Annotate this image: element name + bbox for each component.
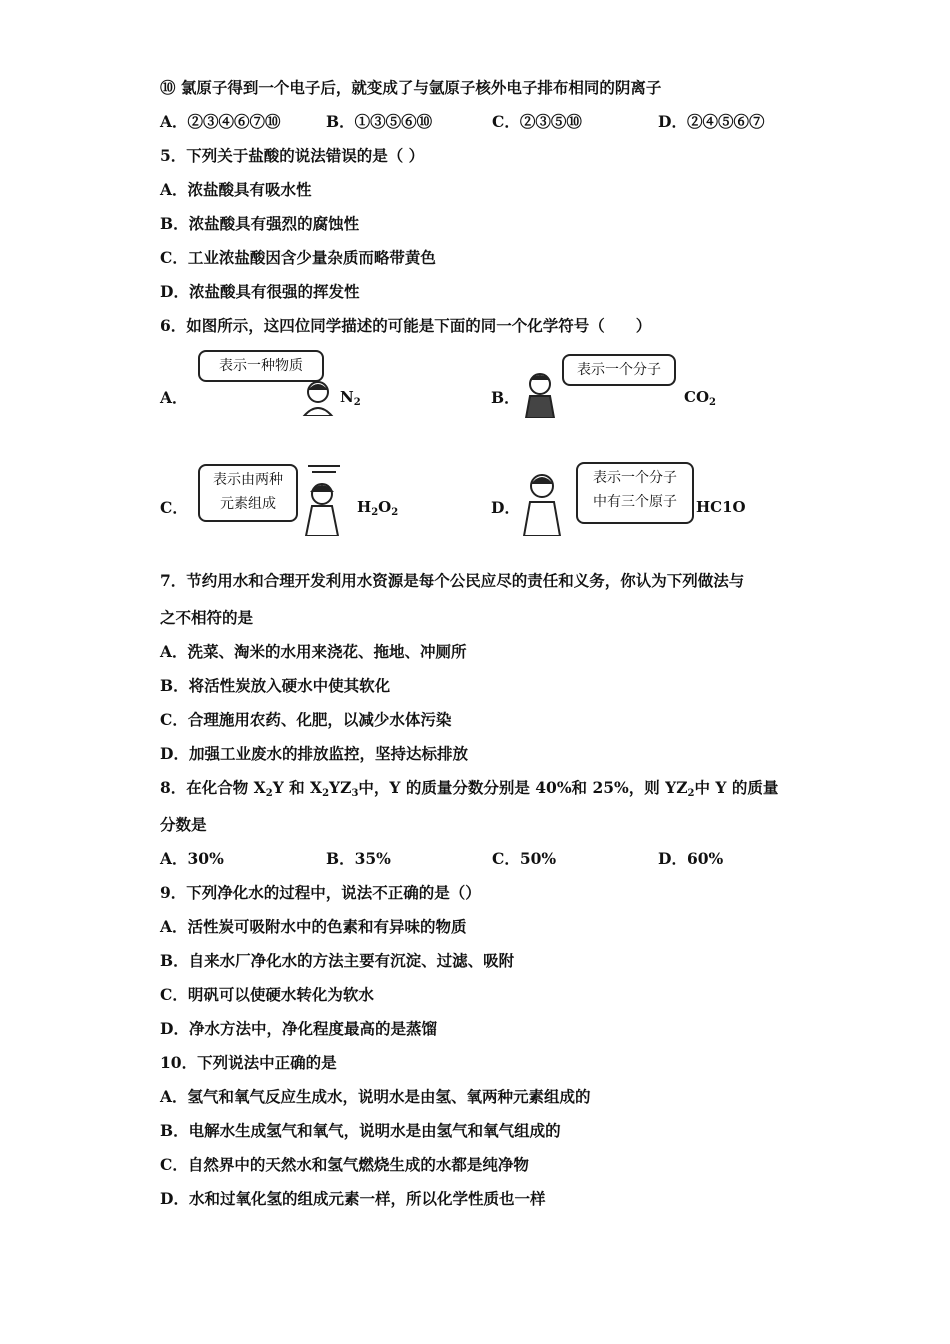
- statement-10: ⑩ 氯原子得到一个电子后，就变成了与氩原子核外电子排布相同的阴离子: [160, 78, 662, 97]
- q6-option-d-label[interactable]: D．: [491, 498, 520, 517]
- top-option-c[interactable]: C．②③⑤⑩: [492, 112, 582, 131]
- student-b-icon: [520, 370, 560, 418]
- top-option-b[interactable]: B．①③⑤⑥⑩: [326, 112, 433, 131]
- q5-option-d[interactable]: D．浓盐酸具有很强的挥发性: [160, 282, 360, 301]
- q7-option-a[interactable]: A．洗菜、淘米的水用来浇花、拖地、冲厕所: [160, 642, 467, 661]
- q8-stem-mid-2: YZ: [329, 778, 352, 797]
- q8-option-c[interactable]: C．50%: [492, 849, 557, 868]
- q5-option-b[interactable]: B．浓盐酸具有强烈的腐蚀性: [160, 214, 360, 233]
- q6-a-speech-bubble: 表示一种物质: [198, 350, 324, 382]
- q6-formula-a: [340, 388, 361, 408]
- q6-b-speech-bubble: 表示一个分子: [562, 354, 676, 386]
- formula-b-main: CO: [684, 388, 710, 406]
- q5-stem: 5．下列关于盐酸的说法错误的是（ ）: [160, 146, 425, 165]
- q7-option-b[interactable]: B．将活性炭放入硬水中使其软化: [160, 676, 391, 695]
- c-bubble-line-2: 元素组成: [220, 496, 276, 512]
- top-option-d[interactable]: D．②④⑤⑥⑦: [658, 112, 765, 131]
- q10-stem: 10．下列说法中正确的是: [160, 1053, 337, 1072]
- q8-option-b[interactable]: B．35%: [326, 849, 391, 868]
- q7-option-d[interactable]: D．加强工业废水的排放监控，坚持达标排放: [160, 744, 468, 763]
- q8-option-a[interactable]: A．30%: [160, 849, 224, 868]
- q8-stem-pre: 8．在化合物 X: [160, 778, 266, 797]
- q9-stem: 9．下列净化水的过程中，说法不正确的是（）: [160, 883, 481, 902]
- q7-stem-line-2: 之不相符的是: [160, 608, 254, 627]
- q5-option-a[interactable]: A．浓盐酸具有吸水性: [160, 180, 312, 199]
- student-d-icon: [520, 470, 566, 536]
- q8-stem-end: 中 Y 的质量: [694, 778, 779, 797]
- formula-c-h: H: [357, 498, 372, 516]
- q8-sub-2: 2: [322, 788, 330, 799]
- q6-formula-d: HC1O: [696, 498, 746, 516]
- q6-d-speech-bubble: [576, 462, 694, 524]
- q8-stem-mid-3: 中，Y 的质量分数分别是 40%和 25%，则 YZ: [358, 778, 688, 797]
- formula-c-sub1: 2: [371, 507, 379, 518]
- c-bubble-line-1: 表示由两种: [213, 472, 283, 488]
- d-bubble-line-2: 中有三个原子: [593, 494, 677, 510]
- q9-option-a[interactable]: A．活性炭可吸附水中的色素和有异味的物质: [160, 917, 467, 936]
- d-bubble-line-1: 表示一个分子: [593, 470, 677, 486]
- q10-option-b[interactable]: B．电解水生成氢气和氧气，说明水是由氢气和氧气组成的: [160, 1121, 561, 1140]
- student-c-icon: [300, 462, 350, 536]
- q6-c-speech-bubble: [198, 464, 298, 522]
- q8-stem-line-1: [160, 778, 778, 804]
- q6-formula-c: [357, 498, 398, 518]
- q10-option-a[interactable]: A．氢气和氧气反应生成水，说明水是由氢、氧两种元素组成的: [160, 1087, 591, 1106]
- q8-sub-1: 2: [265, 788, 273, 799]
- q6-stem: 6．如图所示，这四位同学描述的可能是下面的同一个化学符号（ ）: [160, 316, 652, 335]
- formula-b-sub: 2: [709, 397, 716, 408]
- q9-option-d[interactable]: D．净水方法中，净化程度最高的是蒸馏: [160, 1019, 437, 1038]
- q8-option-d[interactable]: D．60%: [658, 849, 724, 868]
- top-option-a[interactable]: A．②③④⑥⑦⑩: [160, 112, 281, 131]
- q6-option-b-label[interactable]: B．: [491, 388, 520, 407]
- formula-c-sub2: 2: [391, 507, 399, 518]
- q5-option-c[interactable]: C．工业浓盐酸因含少量杂质而略带黄色: [160, 248, 436, 267]
- q7-option-c[interactable]: C．合理施用农药、化肥，以减少水体污染: [160, 710, 452, 729]
- q8-sub-3: 3: [351, 788, 359, 799]
- q6-option-a-label[interactable]: A．: [160, 388, 188, 407]
- q9-option-c[interactable]: C．明矾可以使硬水转化为软水: [160, 985, 374, 1004]
- q9-option-b[interactable]: B．自来水厂净化水的方法主要有沉淀、过滤、吸附: [160, 951, 515, 970]
- q8-stem-line-2: 分数是: [160, 815, 207, 834]
- q6-formula-b: [684, 388, 716, 408]
- q10-option-d[interactable]: D．水和过氧化氢的组成元素一样，所以化学性质也一样: [160, 1189, 546, 1208]
- formula-c-o: O: [378, 498, 392, 516]
- formula-a-main: N: [340, 388, 354, 406]
- formula-a-sub: 2: [353, 397, 361, 408]
- student-a-icon: [300, 378, 340, 416]
- q8-sub-4: 2: [687, 788, 695, 799]
- q10-option-c[interactable]: C．自然界中的天然水和氢气燃烧生成的水都是纯净物: [160, 1155, 529, 1174]
- q8-stem-mid-1: Y 和 X: [272, 778, 323, 797]
- q6-option-c-label[interactable]: C．: [160, 498, 188, 517]
- q7-stem-line-1: 7．节约用水和合理开发利用水资源是每个公民应尽的责任和义务，你认为下列做法与: [160, 571, 745, 590]
